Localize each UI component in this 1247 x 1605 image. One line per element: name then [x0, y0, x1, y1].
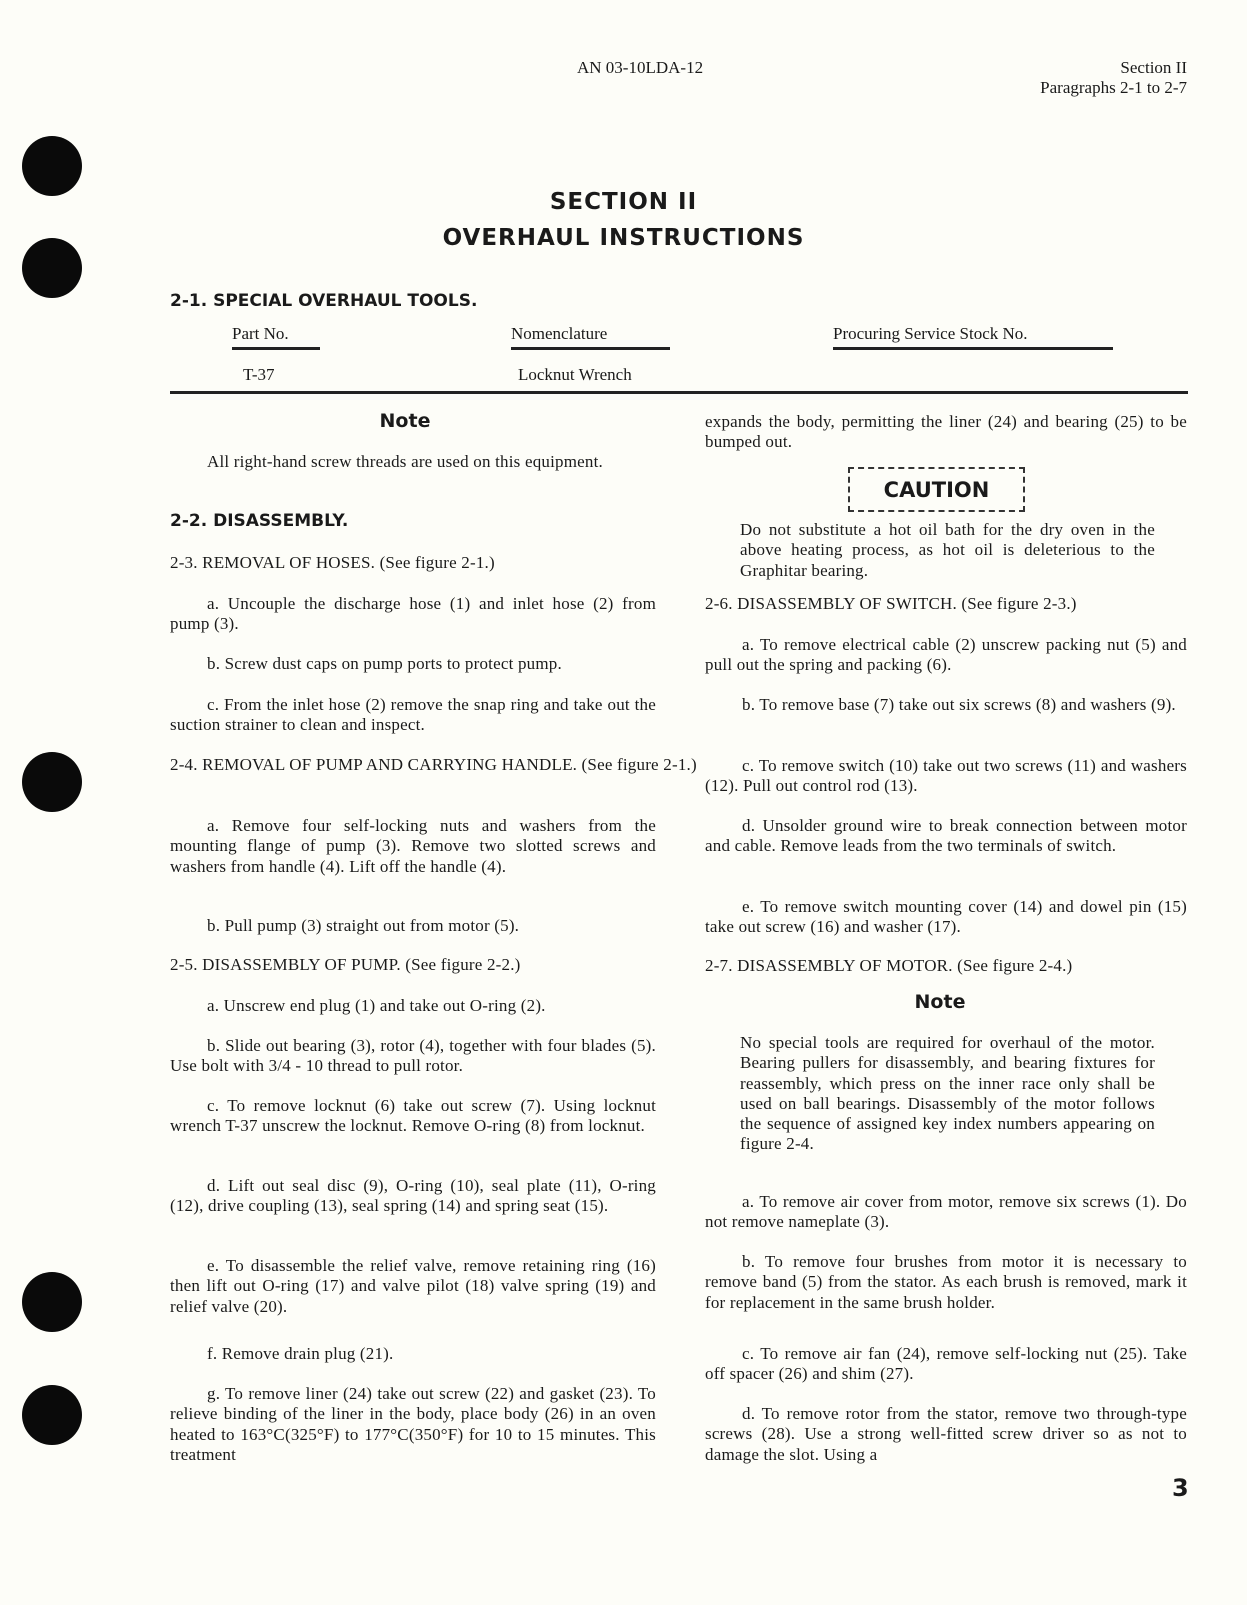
paragraph-2-3-b: b. Screw dust caps on pump ports to protect pump.	[207, 654, 562, 673]
paragraph-2-3-a: a. Uncouple the discharge hose (1) and inlet hose (2) from pump (3).	[170, 594, 656, 634]
paragraph-2-7-c: c. To remove air fan (24), remove self-locking nut (25). Take off spacer (26) and shim (27).	[705, 1344, 1187, 1384]
column-header-part-no: Part No.	[232, 324, 320, 350]
punch-hole	[22, 1385, 82, 1445]
table-cell-part-no: T-37	[243, 365, 275, 384]
note-heading-motor: Note	[914, 991, 966, 1013]
section-label: Section II	[1120, 58, 1187, 77]
column-header-stock-no: Procuring Service Stock No.	[833, 324, 1113, 350]
section-subtitle: OVERHAUL INSTRUCTIONS	[442, 225, 805, 251]
divider-rule	[170, 391, 1188, 394]
punch-hole	[22, 752, 82, 812]
paragraph-2-4-b: b. Pull pump (3) straight out from motor (5).	[207, 916, 520, 935]
punch-hole	[22, 1272, 82, 1332]
note-heading: Note	[379, 410, 431, 432]
note-text: All right-hand screw threads are used on this equipment.	[207, 452, 603, 471]
paragraph-2-7: 2-7. DISASSEMBLY OF MOTOR. (See figure 2-4.)	[705, 956, 1073, 975]
paragraph-2-5-f: f. Remove drain plug (21).	[207, 1344, 394, 1363]
paragraph-2-5-e: e. To disassemble the relief valve, remove retaining ring (16) then lift out O-ring (17) and valve pilot (18) valve spring (19) and relief valve (20).	[170, 1256, 656, 1316]
paragraph-2-6-d: d. Unsolder ground wire to break connection between motor and cable. Remove leads from the two terminals of switch.	[705, 816, 1187, 856]
caution-label: CAUTION	[883, 477, 990, 502]
section-title: SECTION II	[549, 189, 698, 215]
paragraph-2-5-c: c. To remove locknut (6) take out screw (7). Using locknut wrench T-37 unscrew the locknut. Remove O-ring (8) from locknut.	[170, 1096, 656, 1136]
paragraph-2-3: 2-3. REMOVAL OF HOSES. (See figure 2-1.)	[170, 553, 495, 572]
disassembly-heading: 2-2. DISASSEMBLY.	[170, 511, 349, 531]
paragraph-2-6: 2-6. DISASSEMBLY OF SWITCH. (See figure 2-3.)	[705, 594, 1077, 613]
paragraph-range: Paragraphs 2-1 to 2-7	[1040, 78, 1187, 97]
paragraph-continuation: expands the body, permitting the liner (24) and bearing (25) to be bumped out.	[705, 412, 1187, 452]
paragraph-2-5: 2-5. DISASSEMBLY OF PUMP. (See figure 2-2.)	[170, 955, 521, 974]
paragraph-2-6-b: b. To remove base (7) take out six screws (8) and washers (9).	[742, 695, 1176, 714]
caution-text: Do not substitute a hot oil bath for the dry oven in the above heating process, as hot oil is deleterious to the Graphitar bearing.	[740, 520, 1155, 580]
paragraph-2-5-a: a. Unscrew end plug (1) and take out O-ring (2).	[207, 996, 546, 1015]
paragraph-2-6-c: c. To remove switch (10) take out two screws (11) and washers (12). Pull out control rod (13).	[705, 756, 1187, 796]
column-header-nomenclature: Nomenclature	[511, 324, 670, 350]
caution-box	[848, 467, 1025, 512]
paragraph-2-7-b: b. To remove four brushes from motor it is necessary to remove band (5) from the stator. As each brush is removed, mark it for replacement in the same brush holder.	[705, 1252, 1187, 1312]
paragraph-2-4-a: a. Remove four self-locking nuts and washers from the mounting flange of pump (3). Remove two slotted screws and washers from handle (4). Lift off the handle (4).	[170, 816, 656, 876]
paragraph-2-6-a: a. To remove electrical cable (2) unscrew packing nut (5) and pull out the spring and packing (6).	[705, 635, 1187, 675]
document-number: AN 03-10LDA-12	[577, 58, 704, 77]
paragraph-2-3-c: c. From the inlet hose (2) remove the snap ring and take out the suction strainer to clean and inspect.	[170, 695, 656, 735]
paragraph-2-6-e: e. To remove switch mounting cover (14) and dowel pin (15) take out screw (16) and washer (17).	[705, 897, 1187, 937]
paragraph-2-7-d: d. To remove rotor from the stator, remove two through-type screws (28). Use a strong well-fitted screw driver so as not to damage the slot. Using a	[705, 1404, 1187, 1464]
punch-hole	[22, 136, 82, 196]
paragraph-2-5-d: d. Lift out seal disc (9), O-ring (10), seal plate (11), O-ring (12), drive coupling (13), seal spring (14) and spring seat (15).	[170, 1176, 656, 1216]
table-cell-nomenclature: Locknut Wrench	[518, 365, 632, 384]
tools-heading: 2-1. SPECIAL OVERHAUL TOOLS.	[170, 291, 478, 311]
page-number: 3	[1172, 1474, 1189, 1502]
paragraph-2-5-g: g. To remove liner (24) take out screw (22) and gasket (23). To relieve binding of the liner in the body, place body (26) in an oven heated to 163°C(325°F) to 177°C(350°F) for 10 to 15 minutes. This treatment	[170, 1384, 656, 1464]
paragraph-2-7-a: a. To remove air cover from motor, remove six screws (1). Do not remove nameplate (3).	[705, 1192, 1187, 1232]
paragraph-2-4: 2-4. REMOVAL OF PUMP AND CARRYING HANDLE. (See figure 2-1.)	[170, 755, 697, 774]
paragraph-2-5-b: b. Slide out bearing (3), rotor (4), together with four blades (5). Use bolt with 3/4 - 10 thread to pull rotor.	[170, 1036, 656, 1076]
note-text-motor: No special tools are required for overhaul of the motor. Bearing pullers for disassembly, and bearing fixtures for reassembly, which press on the inner race only shall be used on ball bearings. Disassembly of the motor follows the sequence of assigned key index numbers appearing on figure 2-4.	[740, 1033, 1155, 1154]
